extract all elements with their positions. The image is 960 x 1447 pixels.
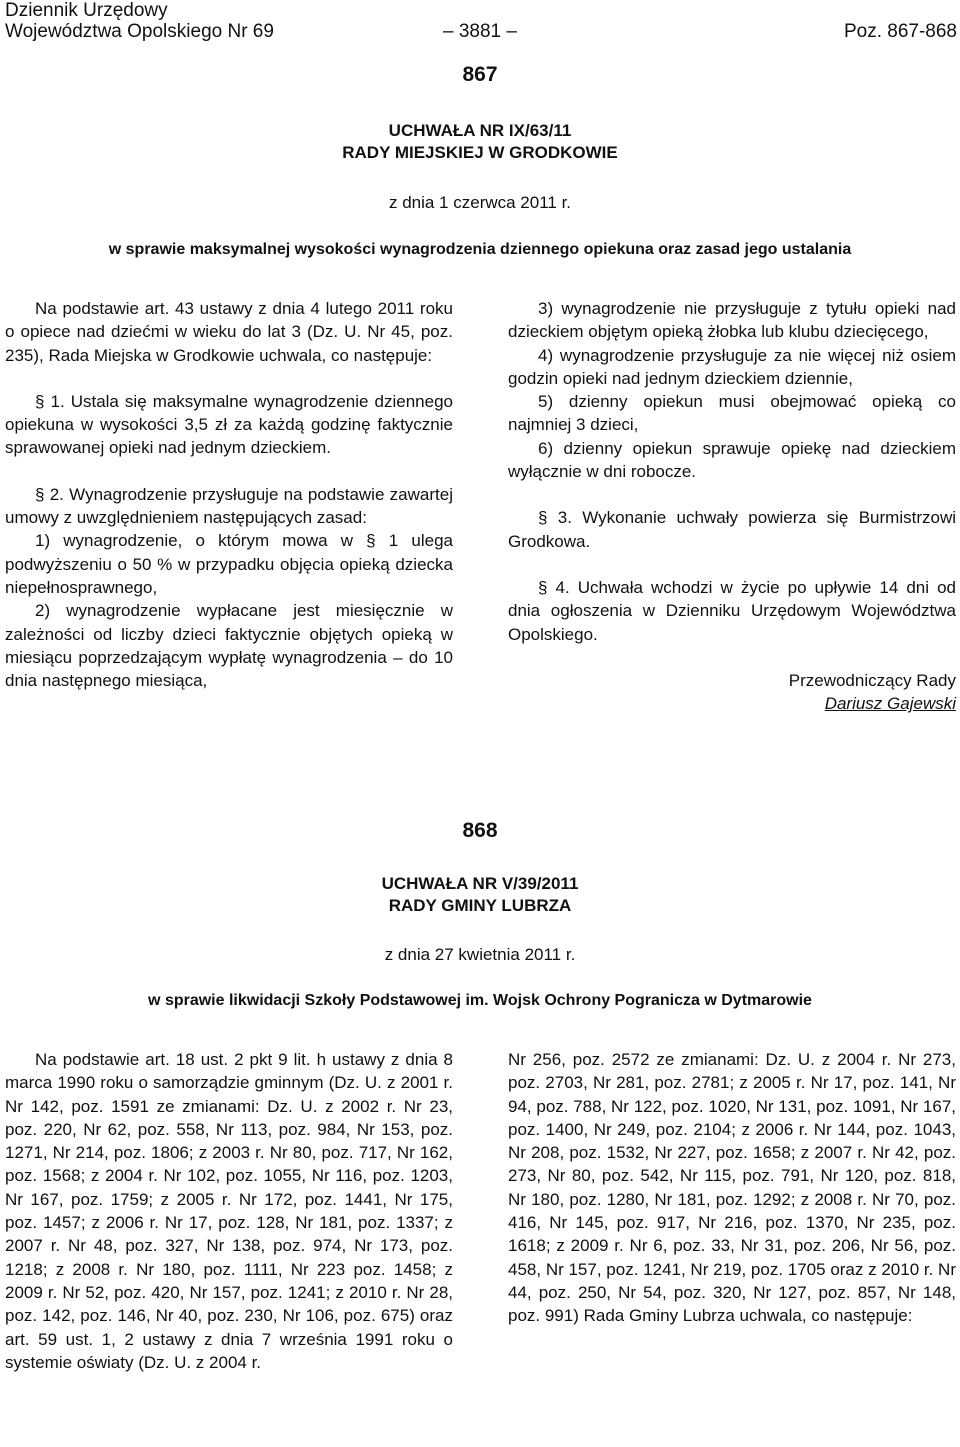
doc868-date: z dnia 27 kwietnia 2011 r. [384,945,576,964]
doc868-left-column [5,1048,453,1374]
doc867-paragraph-4: § 4. Uchwała wchodzi w życie po upływie 14 dni od dnia ogłoszenia w Dzienniku Urzędowym Województwa Opolskiego. [508,577,956,644]
doc867-title [0,120,960,164]
doc868-title-line1: UCHWAŁA NR V/39/2011 [381,874,579,893]
doc867-signatory-name: Dariusz Gajewski [824,694,956,714]
page-header [0,0,960,44]
position-range: Poz. 867-868 [843,21,957,42]
doc868-legal-basis-left: Na podstawie art. 18 ust. 2 pkt 9 lit. h ustawy z dnia 8 marca 1990 roku o samorządzie gminnym (Dz. U. z 2001 r. Nr 142, poz. 1591 ze zmianami: Dz. U. z 2002 r. Nr 23, poz. 220, Nr 62, poz. 558, Nr 113, poz. 984, Nr 153, poz. 1271, Nr 214, poz. 1806; z 2003 r. Nr 80, poz. 717, Nr 162, poz. 1568; z 2004 r. Nr 102, poz. 1055, Nr 116, poz. 1203, Nr 167, poz. 1759; z 2005 r. Nr 172, poz. 1441, Nr 175, poz. 1457; z 2006 r. Nr 17, poz. 128, Nr 181, poz. 1337; z 2007 r. Nr 48, poz. 327, Nr 138, poz. 974, Nr 173, poz. 1218; z 2008 r. Nr 180, poz. 1111, Nr 223 poz. 1458; z 2009 r. Nr 52, poz. 420, Nr 157, poz. 1241; z 2010 r. Nr 28, poz. 142, poz. 146, Nr 40, poz. 230, Nr 106, poz. 675) oraz art. 59 ust. 1, 2 ustawy z dnia 7 września 1991 roku o systemie oświaty (Dz. U. z 2004 r. [5,1050,453,1372]
doc868-heading [0,818,960,844]
doc868-title [0,873,960,917]
doc867-signatory-title: Przewodniczący Rady [788,670,956,690]
doc867-item-6: 6) dzienny opiekun sprawuje opiekę nad dzieckiem wyłącznie w dni robocze. [508,438,956,482]
doc867-paragraph-3: § 3. Wykonanie uchwały powierza się Burmistrzowi Grodkowa. [508,508,956,551]
doc867-item-3: 3) wynagrodzenie nie przysługuje z tytułu opieki nad dzieckiem objętym opieką żłobka lub klubu dziecięcego, [508,299,956,342]
doc867-subject-block [0,239,960,261]
doc867-date: z dnia 1 czerwca 2011 r. [388,193,572,212]
doc868-number: 868 [462,819,498,842]
doc867-number: 867 [462,63,498,86]
doc867-item-5: 5) dzienny opiekun musi obejmować opieką co najmniej 3 dzieci, [508,392,956,435]
doc867-title-line2: RADY MIEJSKIEJ W GRODKOWIE [342,143,618,162]
doc867-date-block [0,192,960,214]
doc867-intro: Na podstawie art. 43 ustawy z dnia 4 lutego 2011 roku o opiece nad dziećmi w wieku do lat 3 (Dz. U. Nr 45, poz. 235), Rada Miejska w Grodkowie uchwala, co następuje: [5,299,453,365]
journal-name-line1: Dziennik Urzędowy [5,0,168,21]
doc867-item-1: 1) wynagrodzenie, o którym mowa w § 1 ulega podwyższeniu o 50 % w przypadku objęcia opieką dziecka niepełnosprawnego, [5,531,453,597]
doc867-title-line1: UCHWAŁA NR IX/63/11 [388,121,572,140]
doc868-subject-block [0,990,960,1012]
doc868-right-column [508,1048,956,1328]
doc867-item-2: 2) wynagrodzenie wypłacane jest miesięcznie w zależności od liczby dzieci faktycznie objętych opieką w miesiącu poprzedzającym wypłatę wynagrodzenia – do 10 dnia następnego miesiąca, [5,601,453,691]
doc867-subject: w sprawie maksymalnej wysokości wynagrodzenia dziennego opiekuna oraz zasad jego ustalania [108,241,852,258]
doc867-left-column [5,297,453,692]
doc867-paragraph-1: § 1. Ustala się maksymalne wynagrodzenie dziennego opiekuna w wysokości 3,5 zł za każdą godzinę faktycznie sprawowanej opieki nad jednym dzieckiem. [5,391,453,458]
doc868-title-line2: RADY GMINY LUBRZA [388,896,572,915]
journal-name-line2: Województwa Opolskiego Nr 69 [5,21,274,42]
doc867-heading [0,62,960,88]
doc867-right-column [508,297,956,715]
doc867-item-4: 4) wynagrodzenie przysługuje za nie więcej niż osiem godzin opieki nad jednym dzieckiem dziennie, [508,345,956,388]
doc868-date-block [0,944,960,966]
doc868-subject: w sprawie likwidacji Szkoły Podstawowej im. Wojsk Ochrony Pogranicza w Dytmarowie [148,992,812,1009]
doc867-paragraph-2: § 2. Wynagrodzenie przysługuje na podstawie zawartej umowy z uwzględnieniem następujących zasad: [5,484,453,528]
doc868-legal-basis-right: Nr 256, poz. 2572 ze zmianami: Dz. U. z 2004 r. Nr 273, poz. 2703, Nr 281, poz. 2781; z 2005 r. Nr 17, poz. 141, Nr 94, poz. 788, Nr 122, poz. 1020, Nr 131, poz. 1091, Nr 167, poz. 1400, Nr 249, poz. 2104; z 2006 r. Nr 144, poz. 1043, Nr 208, poz. 1532, Nr 227, poz. 1658; z 2007 r. Nr 42, poz. 273, Nr 80, poz. 542, Nr 115, poz. 791, Nr 120, poz. 818, Nr 180, poz. 1280, Nr 181, poz. 1292; z 2008 r. Nr 70, poz. 416, Nr 145, poz. 917, Nr 216, poz. 1370, Nr 235, poz. 1618; z 2009 r. Nr 6, poz. 33, Nr 31, poz. 206, Nr 56, poz. 458, Nr 157, poz. 1241, Nr 219, poz. 1705 oraz z 2010 r. Nr 44, poz. 250, Nr 54, poz. 320, Nr 127, poz. 857, Nr 148, poz. 991) Rada Gminy Lubrza uchwala, co następuje: [508,1050,956,1326]
page-number: – 3881 – [443,21,517,42]
